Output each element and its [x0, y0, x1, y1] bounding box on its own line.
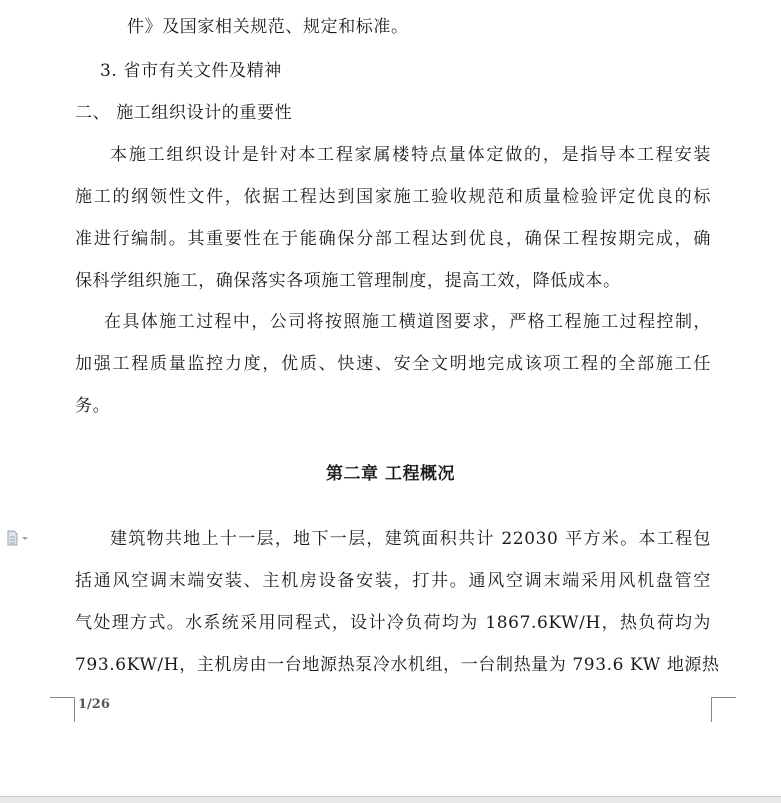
paragraph-line: 气处理方式。水系统采用同程式，设计冷负荷均为 1867.6KW/H，热负荷均为: [75, 613, 711, 633]
paragraph-line: 793.6KW/H，主机房由一台地源热泵冷水机组，一台制热量为 793.6 KW 地源热: [75, 655, 720, 675]
paragraph-line: 建筑物共地上十一层，地下一层，建筑面积共计 22030 平方米。本工程包: [110, 529, 711, 549]
paragraph-line: 在具体施工过程中，公司将按照施工横道图要求，严格工程施工过程控制，: [104, 312, 711, 332]
paragraph-line: 准进行编制。其重要性在于能确保分部工程达到优良，确保工程按期完成，确: [75, 229, 711, 249]
paragraph-line: 施工的纲领性文件，依据工程达到国家施工验收规范和质量检验评定优良的标: [75, 187, 711, 207]
text-line: 件》及国家相关规范、规定和标准。: [127, 17, 409, 37]
page-corner-mark-right: [711, 697, 736, 722]
page-number: [78, 697, 110, 712]
page-number-total: 26: [91, 697, 110, 712]
paragraph-line: 务。: [75, 396, 111, 416]
page-number-current: 1: [78, 697, 88, 712]
section-heading: 二、 施工组织设计的重要性: [75, 103, 293, 123]
chapter-title: 第二章 工程概况: [326, 464, 455, 484]
paragraph-line: 保科学组织施工，确保落实各项施工管理制度，提高工效，降低成本。: [75, 271, 621, 291]
paragraph-line: 本施工组织设计是针对本工程家属楼特点量体定做的，是指导本工程安装: [110, 145, 711, 165]
paragraph-line: 括通风空调末端安装、主机房设备安装，打井。通风空调末端采用风机盘管空: [75, 571, 711, 591]
document-icon[interactable]: [6, 530, 32, 546]
list-item-3: 3. 省市有关文件及精神: [100, 61, 282, 81]
paragraph-line: 加强工程质量监控力度，优质、快速、安全文明地完成该项工程的全部施工任: [75, 354, 711, 374]
page-corner-mark-left: [50, 697, 75, 722]
page-number-separator: /: [87, 697, 92, 712]
